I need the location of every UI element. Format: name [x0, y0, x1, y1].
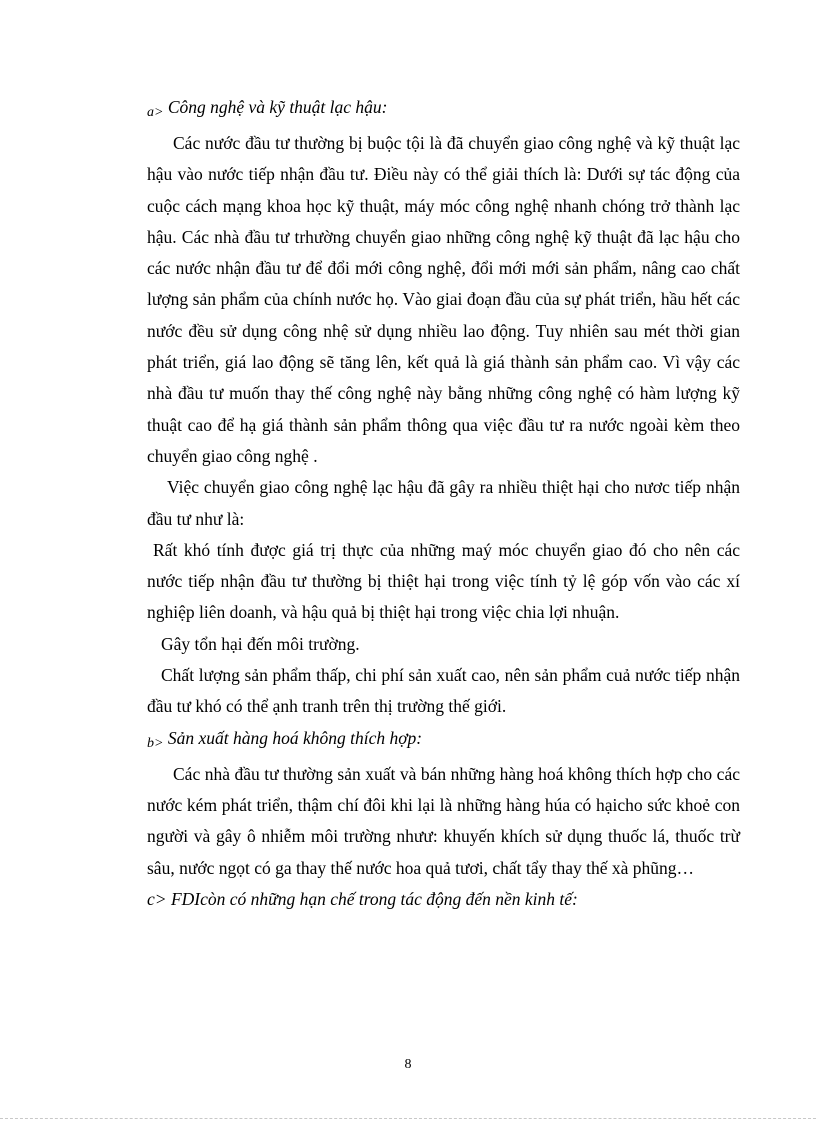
paragraph-a5: Chất lượng sản phẩm thấp, chi phí sản xuất cao, nên sản phẩm cuả nước tiếp nhận đầu tư khó có thể ạnh tranh trên thị trường thế giới.	[147, 665, 740, 717]
paragraph-a3: Rất khó tính được giá trị thực của những maý móc chuyển giao đó cho nên các nước tiếp nhận đầu tư thường bị thiệt hại trong việc tính tỷ lệ góp vốn vào các xí nghiệp liên doanh, và hậu quả bị thiệt hại trong việc chia lợi nhuận.	[147, 539, 740, 623]
section-marker-a: a>	[147, 105, 164, 120]
section-heading-c	[147, 884, 740, 915]
section-title-b: Sản xuất hàng hoá không thích hợp:	[163, 727, 423, 748]
section-marker-c: c>	[147, 888, 167, 909]
section-heading-b	[147, 723, 740, 759]
section-title-a: Công nghệ và kỹ thuật lạc hậu:	[163, 97, 388, 117]
paragraph-a1: Các nước đầu tư thường bị buộc tội là đã chuyển giao công nghệ và kỹ thuật lạc hậu vào nước tiếp nhận đầu tư. Điều này có thể giải thích là: Dưới sự tác động của cuộc cách mạng khoa học kỹ thuật, máy móc công nghệ nhanh chóng trở thành lạc hậu. Các nhà đầu tư trhường chuyển giao những công nghệ kỹ thuật đã lạc hậu cho các nước nhận đầu tư để đổi mới công nghệ, đổi mới mới sản phẩm, nâng cao chất lượng sản phẩm của chính nước họ. Vào giai đoạn đầu của sự phát triển, hầu hết các nước đều sử dụng công nhệ sử dụng nhiều lao động. Tuy nhiên sau mét thời gian phát triển, giá lao động sẽ tăng lên, kết quả là giá thành sản phẩm cao. Vì vậy các nhà đầu tư muốn thay thế công nghệ này bằng những công nghệ có hàm lượng kỹ thuật cao để hạ giá thành sản phẩm thông qua việc đầu tư ra nước ngoài kèm theo chuyển giao công nghệ .	[147, 133, 740, 466]
page-number: 8	[404, 1057, 412, 1072]
section-heading-a	[147, 92, 740, 128]
paragraph-a2: Việc chuyển giao công nghệ lạc hậu đã gây ra nhiều thiệt hại cho nươc tiếp nhận đầu tư như là:	[147, 477, 740, 529]
page-bottom-edge	[0, 1118, 816, 1119]
section-title-c: FDIcòn có những hạn chế trong tác động đến nền kinh tế:	[166, 888, 578, 909]
paragraph-a4: Gây tổn hại đến môi trường.	[161, 633, 360, 654]
section-marker-b: b>	[147, 735, 164, 751]
page-body	[147, 92, 740, 915]
paragraph-b1: Các nhà đầu tư thường sản xuất và bán những hàng hoá không thích hợp cho các nước kém phát triển, thậm chí đôi khi lại là những hàng húa có hạicho sức khoẻ con người và gây ô nhiễm môi trường nhưư: khuyến khích sử dụng thuốc lá, thuốc trừ sâu, nước ngọt có ga thay thế nước hoa quả tươi, chất tẩy thay thế xà phũng…	[147, 763, 740, 878]
